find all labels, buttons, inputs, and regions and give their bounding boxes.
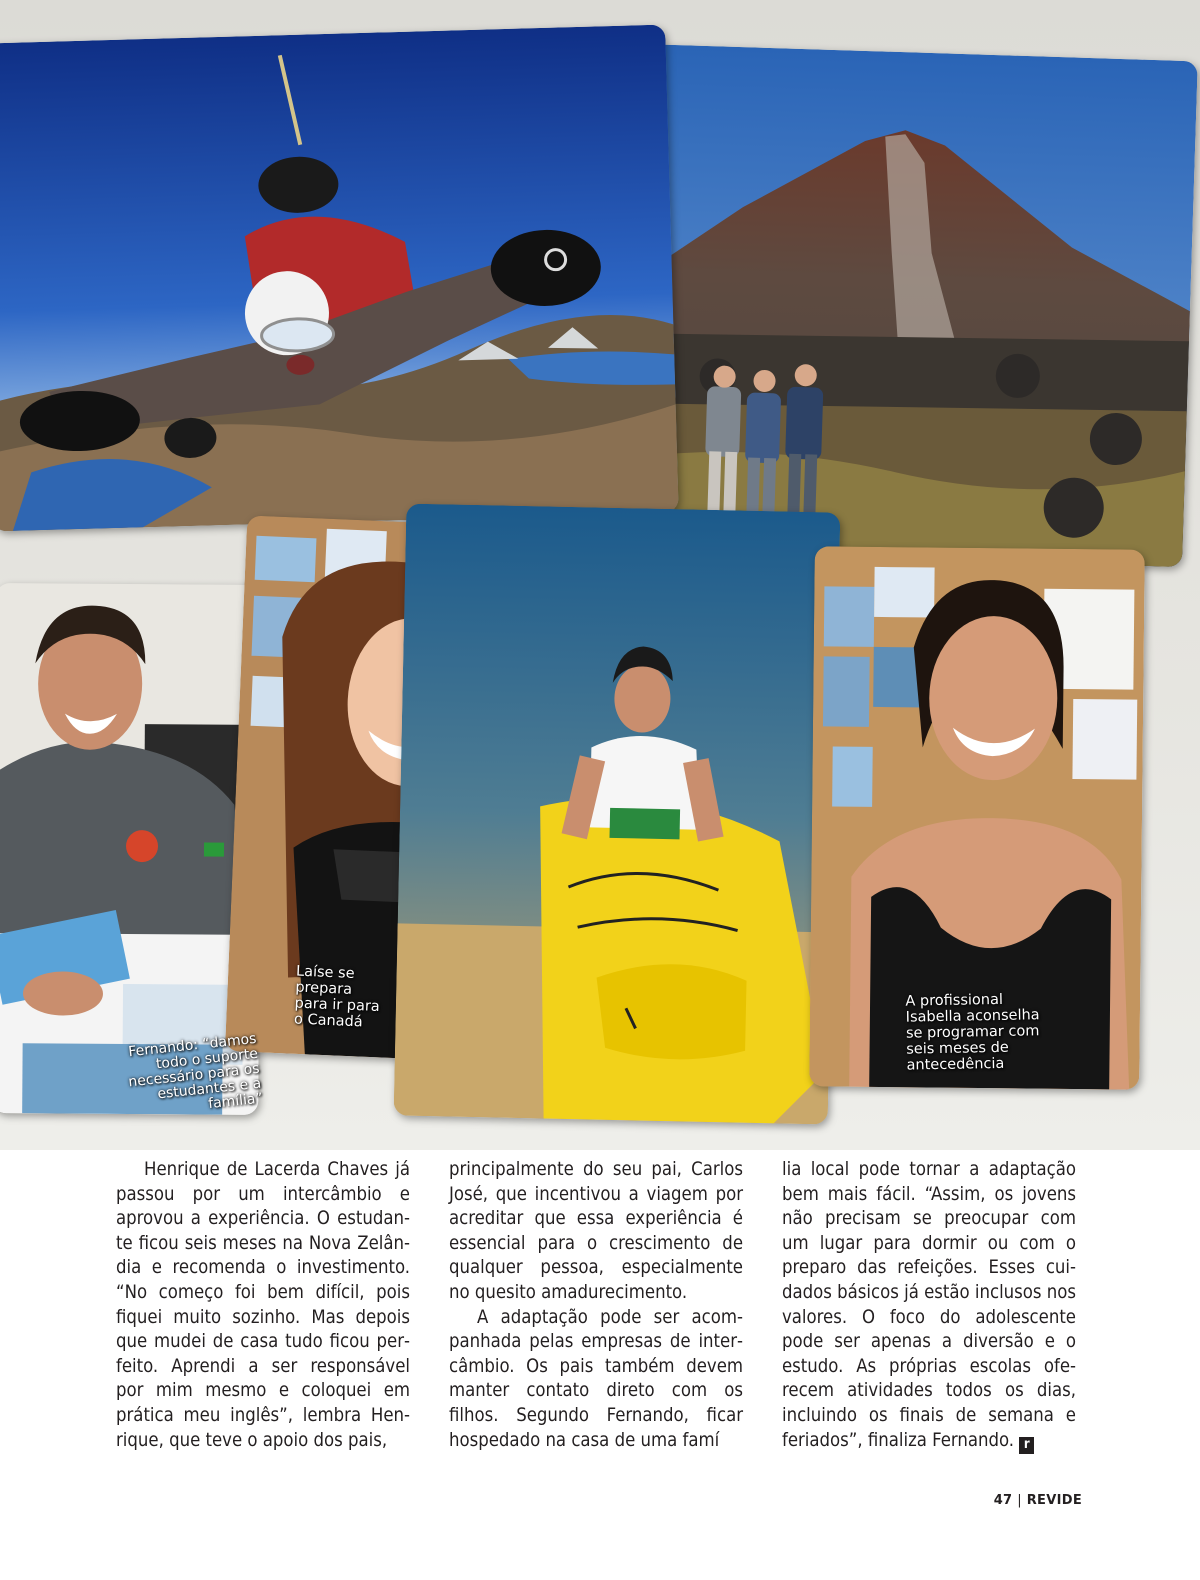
- article-paragraph: principalmente do seu pai, Carlos José, que incentivou a viagem por acreditar que essa experiência é essencial para o crescimento de qualquer pessoa, especialmente no quesito amadurecimento.: [449, 1159, 743, 1303]
- article-column-2: [449, 1158, 743, 1453]
- caption-laise: Laíse se prepara para ir para o Canadá: [293, 963, 381, 1031]
- article-paragraph: A adaptação pode ser acompanhada pelas empresas de intercâmbio. Os pais também devem manter contato direto com os filhos. Segundo Fernando, ficar hospedado na casa de uma famí: [449, 1306, 743, 1451]
- page-footer: [994, 1493, 1082, 1508]
- caption-fernando: Fernando: “damos todo o suporte necessário para os estudantes e a família”: [127, 1030, 264, 1113]
- skydiving-photo: [0, 25, 679, 532]
- volcano-illustration: [592, 43, 1198, 567]
- kayak-illustration: [394, 504, 841, 1125]
- volcano-photo: [592, 43, 1198, 567]
- article-paragraph: [782, 1158, 1076, 1454]
- skydiving-illustration: [0, 25, 679, 532]
- article-text: lia local pode tornar a adaptação bem mais fácil. “Assim, os jovens não precisam se preocupar com um lugar para dormir ou com o preparo das refeições. Esses cuidados básicos já estão inclusos nos valores. O foco do adolescente pode ser apenas a diversão e o estudo. As próprias escolas oferecem atividades todos os dias, incluindo os finais de semana e feriados”, finaliza Fernando.: [782, 1159, 1076, 1451]
- article-column-1: [116, 1158, 410, 1453]
- page-number: 47: [993, 1493, 1013, 1508]
- kayak-photo: [394, 504, 841, 1125]
- end-mark-icon: r: [1019, 1437, 1034, 1454]
- article-paragraph: Henrique de Lacerda Chaves já passou por um intercâmbio e aprovou a experiência. O estudante ficou seis meses na Nova Zelândia e recomenda o investimento. “No começo foi bem difícil, pois fiquei muito sozinho. Mas depois que mudei de casa tudo ficou perfeito. Aprendi a ser responsável por mim mesmo e coloquei em prática meu inglês”, lembra Henrique, que teve o apoio dos pais,: [116, 1159, 410, 1451]
- magazine-name: REVIDE: [1026, 1493, 1082, 1508]
- caption-isabella: A profissional Isabella aconselha se programar com seis meses de antecedência: [905, 991, 1040, 1074]
- article-column-3: [782, 1158, 1076, 1454]
- footer-separator: |: [1017, 1493, 1022, 1508]
